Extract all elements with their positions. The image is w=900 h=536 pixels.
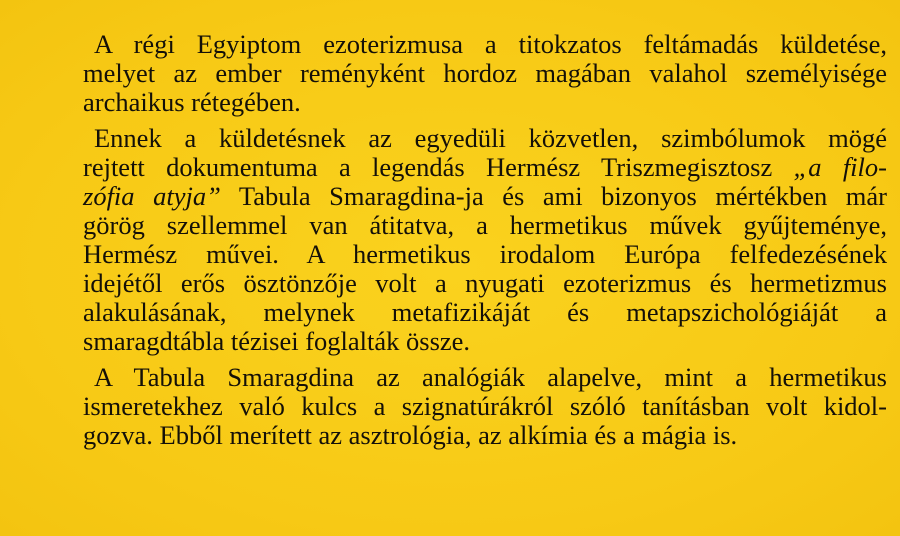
text-line: alakulásának, melynek metafizikáját és metapszichológiáját a bbox=[83, 297, 887, 327]
text-line: idejétől erős ösztönzője volt a nyugati ezoterizmus és hermetizmus bbox=[83, 268, 887, 298]
body-text bbox=[83, 30, 887, 450]
text-line: melyet az ember reményként hordoz magában valahol személyisége bbox=[83, 58, 887, 88]
text-line: archaikus rétegében. bbox=[83, 87, 301, 117]
text-line: görög szellemmel van átitatva, a hermetikus művek gyűjteménye, bbox=[83, 210, 887, 240]
italic-quote: zófia atyja” bbox=[83, 181, 221, 211]
text-segment: Tabula Smaragdina-ja és ami bizonyos mértékben már bbox=[220, 181, 887, 211]
text-line bbox=[83, 153, 887, 182]
text-line: Hermész művei. A hermetikus irodalom Európa felfedezésének bbox=[83, 239, 887, 269]
paragraph-3 bbox=[83, 363, 887, 450]
text-segment: rejtett dokumentuma a legendás Hermész Triszmegisztosz bbox=[83, 152, 794, 182]
paragraph-2 bbox=[83, 124, 887, 356]
text-line bbox=[83, 182, 887, 211]
text-line: gozva. Ebből merített az asztrológia, az alkímia és a mágia is. bbox=[83, 420, 738, 450]
text-line: smaragdtábla tézisei foglalták össze. bbox=[83, 326, 471, 356]
text-line: ismeretekhez való kulcs a szignatúrákról szóló tanításban volt kidol- bbox=[83, 391, 887, 421]
italic-quote: „a filo- bbox=[793, 152, 887, 182]
paragraph-1 bbox=[83, 30, 887, 117]
text-line: A régi Egyiptom ezoterizmusa a titokzatos feltámadás küldetése, bbox=[94, 29, 887, 59]
text-line: Ennek a küldetésnek az egyedüli közvetlen, szimbólumok mögé bbox=[94, 123, 887, 153]
text-line: A Tabula Smaragdina az analógiák alapelve, mint a hermetikus bbox=[94, 362, 887, 392]
